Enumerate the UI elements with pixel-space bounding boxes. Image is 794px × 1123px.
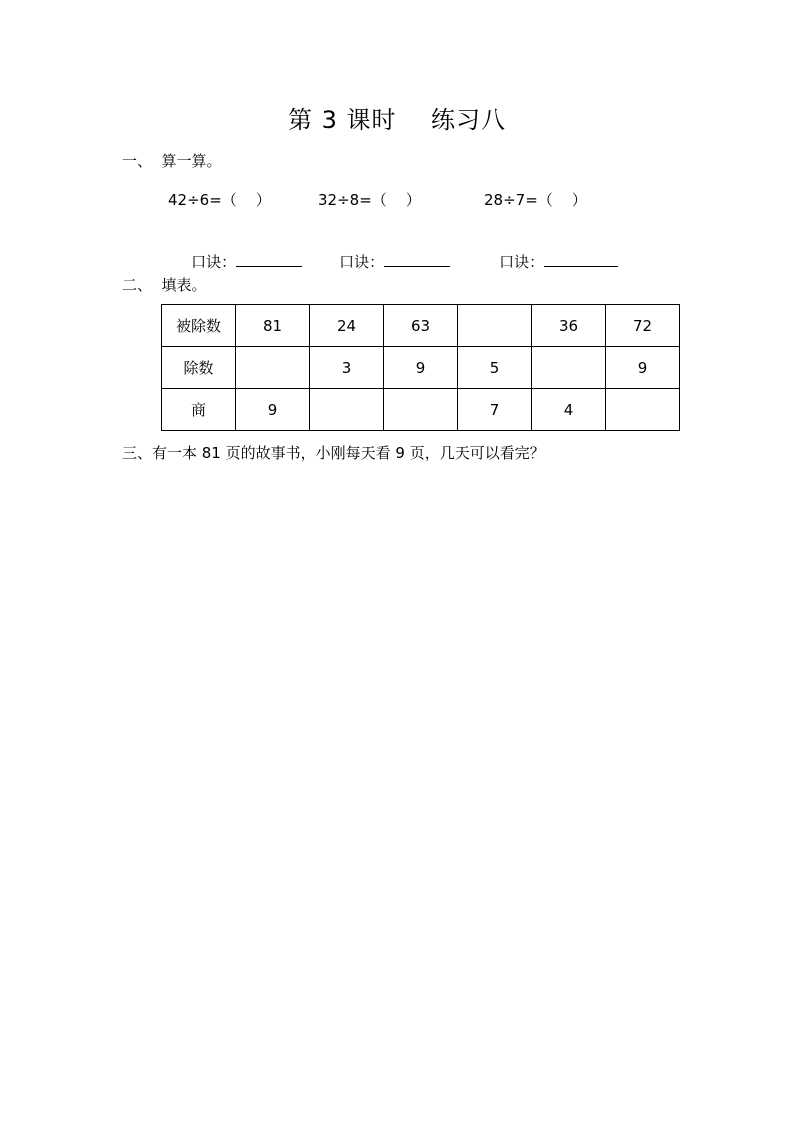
rhyme-2 xyxy=(320,232,450,290)
table-row xyxy=(162,305,680,347)
table-row xyxy=(162,389,680,431)
table-cell: 3 xyxy=(310,347,384,389)
table-cell-blank[interactable] xyxy=(384,389,458,431)
table-cell: 72 xyxy=(606,305,680,347)
table-row xyxy=(162,347,680,389)
table-cell: 9 xyxy=(236,389,310,431)
rhyme-label: 口诀： xyxy=(339,253,385,271)
table-cell: 36 xyxy=(532,305,606,347)
rhyme-label: 口诀： xyxy=(191,253,237,271)
table-cell: 7 xyxy=(458,389,532,431)
table-cell: 63 xyxy=(384,305,458,347)
table-cell: 9 xyxy=(606,347,680,389)
table-cell-blank[interactable] xyxy=(458,305,532,347)
table-cell: 24 xyxy=(310,305,384,347)
table-cell-blank[interactable] xyxy=(310,389,384,431)
table-cell: 5 xyxy=(458,347,532,389)
rhyme-row xyxy=(0,232,794,271)
section-2-heading: 二、 填表。 xyxy=(122,276,207,294)
rhyme-3 xyxy=(480,232,618,290)
table-cell-blank[interactable] xyxy=(606,389,680,431)
row-header-divisor: 除数 xyxy=(162,347,236,389)
rhyme-answer-blank[interactable] xyxy=(544,250,618,267)
table-cell: 81 xyxy=(236,305,310,347)
rhyme-label: 口诀： xyxy=(499,253,545,271)
problem-2: 32÷8=（ ） xyxy=(318,191,421,209)
problem-3: 28÷7=（ ） xyxy=(484,191,587,209)
table-cell: 4 xyxy=(532,389,606,431)
division-table xyxy=(161,304,680,431)
row-header-dividend: 被除数 xyxy=(162,305,236,347)
table-cell-blank[interactable] xyxy=(532,347,606,389)
section-1-heading: 一、 算一算。 xyxy=(122,152,222,170)
table-cell-blank[interactable] xyxy=(236,347,310,389)
table-cell: 9 xyxy=(384,347,458,389)
section-3-heading: 三、有一本 81 页的故事书，小刚每天看 9 页，几天可以看完？ xyxy=(122,444,545,462)
problem-1: 42÷6=（ ） xyxy=(168,191,271,209)
page-title: 第 3 课时 练习八 xyxy=(287,106,507,134)
problem-row xyxy=(0,189,794,213)
rhyme-answer-blank[interactable] xyxy=(384,250,450,267)
row-header-quotient: 商 xyxy=(162,389,236,431)
rhyme-answer-blank[interactable] xyxy=(236,250,302,267)
